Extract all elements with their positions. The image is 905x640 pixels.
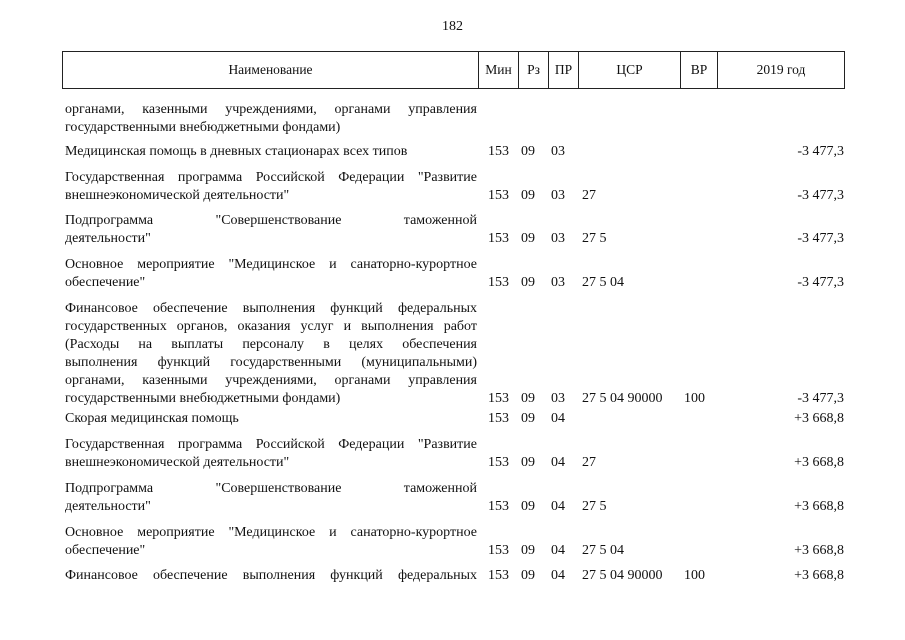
vr-cell: 100 bbox=[684, 568, 705, 583]
header-min: Мин bbox=[478, 51, 518, 89]
rz-cell: 09 bbox=[521, 391, 535, 406]
header-name: Наименование bbox=[62, 51, 478, 89]
row-name-line: государственных органов, оказания услуг и выполнения работ bbox=[65, 319, 477, 334]
row-name-line: Государственная программа Российской Федерации "Развитие bbox=[65, 437, 477, 452]
row-name-line: (Расходы на выплаты персоналу в целях обеспечения bbox=[65, 337, 477, 352]
row-name-line: Скорая медицинская помощь bbox=[65, 411, 239, 426]
rz-cell: 09 bbox=[521, 411, 535, 426]
row-name-line: внешнеэкономической деятельности" bbox=[65, 188, 290, 203]
min-cell: 153 bbox=[488, 543, 509, 558]
row-name-line: Подпрограмма "Совершенствование таможенной bbox=[65, 213, 477, 228]
pr-cell: 03 bbox=[551, 275, 565, 290]
row-name-line: Государственная программа Российской Федерации "Развитие bbox=[65, 170, 477, 185]
row-name-line: внешнеэкономической деятельности" bbox=[65, 455, 290, 470]
rz-cell: 09 bbox=[521, 499, 535, 514]
vr-cell: 100 bbox=[684, 391, 705, 406]
amount-cell: +3 668,8 bbox=[794, 455, 844, 470]
pr-cell: 03 bbox=[551, 231, 565, 246]
rz-cell: 09 bbox=[521, 455, 535, 470]
csr-cell: 27 5 04 bbox=[582, 543, 624, 558]
header-rz: Рз bbox=[518, 51, 548, 89]
header-csr: ЦСР bbox=[578, 51, 680, 89]
pr-cell: 04 bbox=[551, 568, 565, 583]
rz-cell: 09 bbox=[521, 275, 535, 290]
rz-cell: 09 bbox=[521, 188, 535, 203]
rz-cell: 09 bbox=[521, 543, 535, 558]
rz-cell: 09 bbox=[521, 568, 535, 583]
row-name-line: государственными внебюджетными фондами) bbox=[65, 391, 341, 406]
amount-cell: -3 477,3 bbox=[797, 188, 844, 203]
rz-cell: 09 bbox=[521, 231, 535, 246]
row-name bbox=[65, 300, 477, 408]
row-name-line: органами, казенными учреждениями, органами управления bbox=[65, 373, 477, 388]
min-cell: 153 bbox=[488, 275, 509, 290]
header-year: 2019 год bbox=[717, 51, 845, 89]
min-cell: 153 bbox=[488, 411, 509, 426]
amount-cell: +3 668,8 bbox=[794, 568, 844, 583]
row-name bbox=[65, 436, 477, 472]
pr-cell: 03 bbox=[551, 391, 565, 406]
csr-cell: 27 5 bbox=[582, 231, 607, 246]
pr-cell: 03 bbox=[551, 144, 565, 159]
header-pr: ПР bbox=[548, 51, 578, 89]
pr-cell: 04 bbox=[551, 543, 565, 558]
row-name bbox=[65, 410, 477, 428]
csr-cell: 27 5 04 90000 bbox=[582, 391, 663, 406]
pr-cell: 04 bbox=[551, 411, 565, 426]
amount-cell: -3 477,3 bbox=[797, 391, 844, 406]
row-name-line: обеспечение" bbox=[65, 543, 146, 558]
row-name-line: выполнения функций государственными (муниципальными) bbox=[65, 355, 477, 370]
row-name-line: Основное мероприятие "Медицинское и санаторно-курортное bbox=[65, 525, 477, 540]
row-name bbox=[65, 480, 477, 516]
csr-cell: 27 5 04 bbox=[582, 275, 624, 290]
row-name bbox=[65, 256, 477, 292]
row-name bbox=[65, 169, 477, 205]
amount-cell: +3 668,8 bbox=[794, 543, 844, 558]
min-cell: 153 bbox=[488, 455, 509, 470]
row-name-line: Финансовое обеспечение выполнения функций федеральных bbox=[65, 568, 477, 583]
min-cell: 153 bbox=[488, 499, 509, 514]
row-name bbox=[65, 212, 477, 248]
row-name bbox=[65, 143, 477, 161]
csr-cell: 27 bbox=[582, 455, 596, 470]
amount-cell: -3 477,3 bbox=[797, 231, 844, 246]
row-name-line: обеспечение" bbox=[65, 275, 146, 290]
row-name-line: государственными внебюджетными фондами) bbox=[65, 120, 341, 135]
row-name-line: деятельности" bbox=[65, 499, 151, 514]
row-name-line: Подпрограмма "Совершенствование таможенной bbox=[65, 481, 477, 496]
amount-cell: -3 477,3 bbox=[797, 275, 844, 290]
row-name bbox=[65, 567, 477, 585]
min-cell: 153 bbox=[488, 568, 509, 583]
row-name-line: Финансовое обеспечение выполнения функций федеральных bbox=[65, 301, 477, 316]
pr-cell: 03 bbox=[551, 188, 565, 203]
header-vr: ВР bbox=[680, 51, 717, 89]
min-cell: 153 bbox=[488, 391, 509, 406]
row-name-line: деятельности" bbox=[65, 231, 151, 246]
row-name bbox=[65, 524, 477, 560]
min-cell: 153 bbox=[488, 188, 509, 203]
min-cell: 153 bbox=[488, 231, 509, 246]
min-cell: 153 bbox=[488, 144, 509, 159]
rz-cell: 09 bbox=[521, 144, 535, 159]
csr-cell: 27 5 bbox=[582, 499, 607, 514]
csr-cell: 27 bbox=[582, 188, 596, 203]
pr-cell: 04 bbox=[551, 455, 565, 470]
amount-cell: -3 477,3 bbox=[797, 144, 844, 159]
row-name-line: Медицинская помощь в дневных стационарах всех типов bbox=[65, 144, 408, 159]
row-name bbox=[65, 101, 477, 137]
row-name-line: Основное мероприятие "Медицинское и санаторно-курортное bbox=[65, 257, 477, 272]
row-name-line: органами, казенными учреждениями, органами управления bbox=[65, 102, 477, 117]
amount-cell: +3 668,8 bbox=[794, 499, 844, 514]
pr-cell: 04 bbox=[551, 499, 565, 514]
csr-cell: 27 5 04 90000 bbox=[582, 568, 663, 583]
amount-cell: +3 668,8 bbox=[794, 411, 844, 426]
page-number: 182 bbox=[442, 19, 463, 34]
